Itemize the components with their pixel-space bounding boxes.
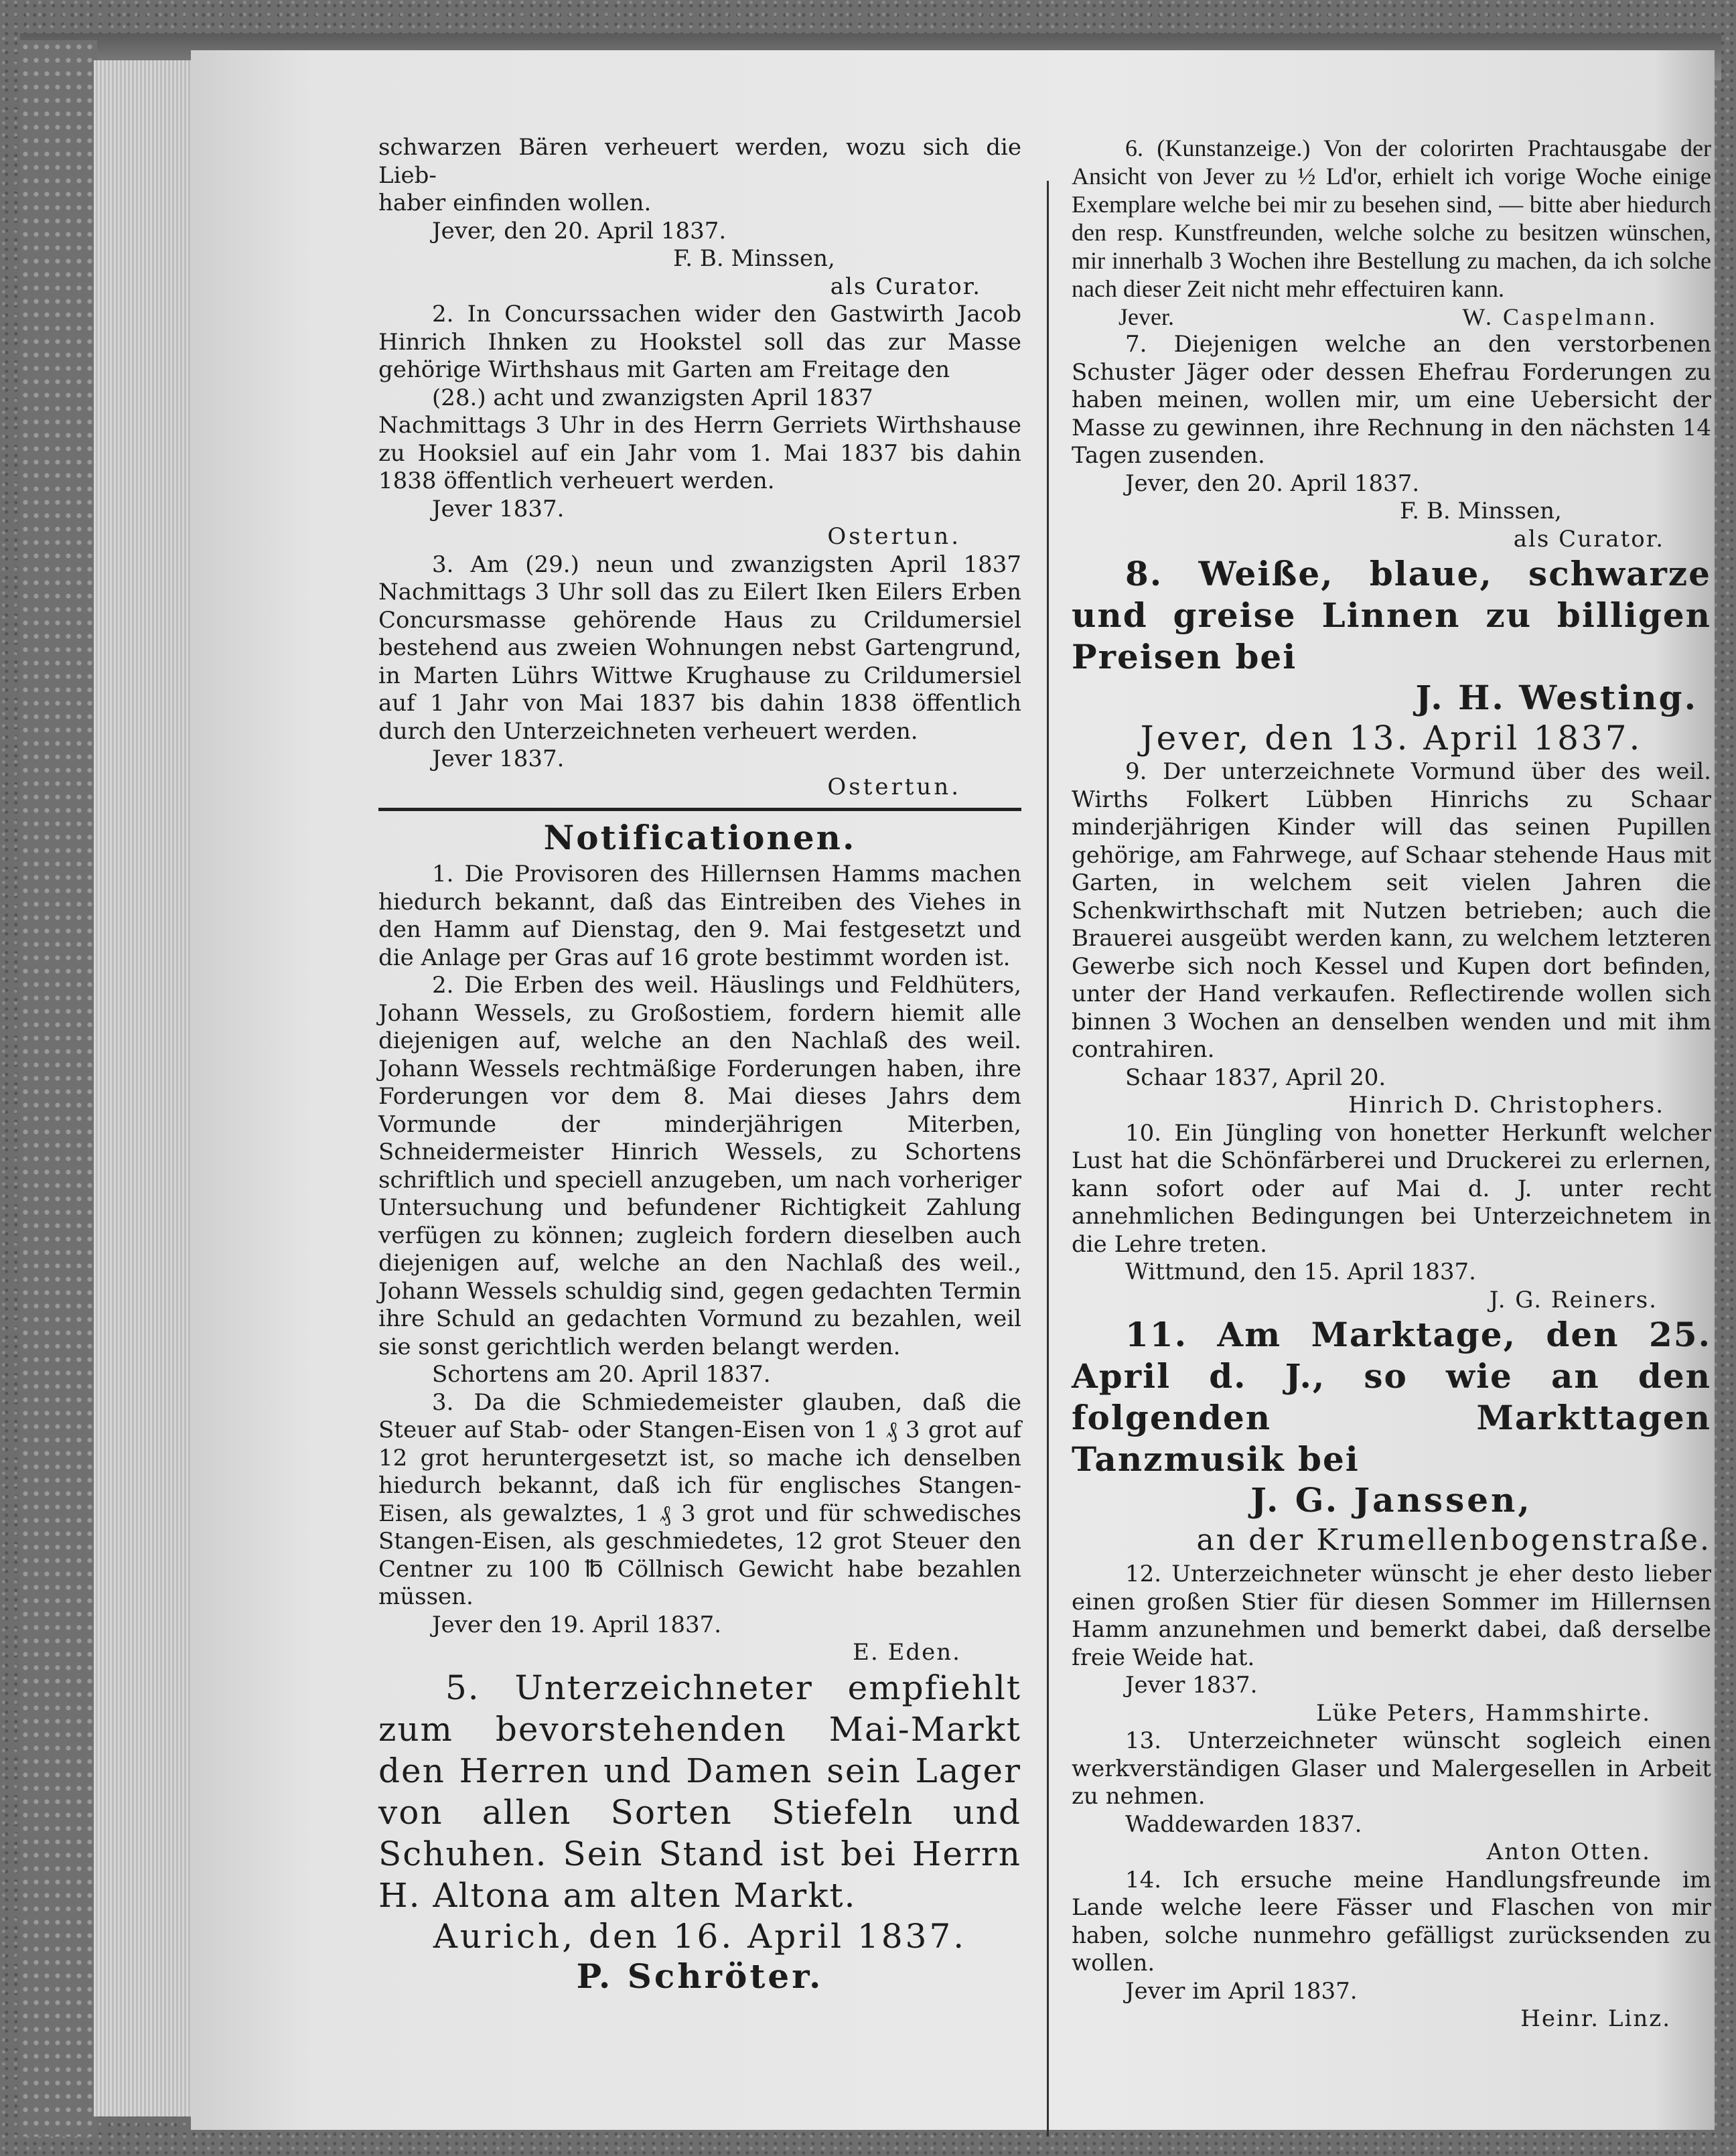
page-edges <box>94 60 194 2116</box>
signature: J. G. Reiners. <box>1489 1286 1658 1313</box>
place: Jever 1837. <box>432 745 565 772</box>
place: Jever 1837. <box>1125 1672 1258 1699</box>
notification-6 <box>1072 134 1711 331</box>
advertiser-address: an der Krumellenbogenstraße. <box>1196 1523 1711 1557</box>
section-title: Notificationen. <box>543 818 857 857</box>
notice-text: Nachmittags 3 Uhr in des Herrn Gerriets Wirthshause zu Hooksiel auf ein Jahr vom 1. Mai 1837 bis dahin 1838 öffentlich verheuert werden. <box>378 412 1021 494</box>
notice-text: 12. Unterzeichneter wünscht je eher desto lieber einen großen Stier für diesen Sommer im Hillernsen Hamm anzunehmen und bemerkt dabei, daß derselbe freie Weide hat. <box>1072 1561 1711 1671</box>
advert-text: 5. Unterzeichneter empfiehlt zum bevorstehenden Mai-Markt den Herren und Damen sein Lager von allen Sorten Stiefeln und Schuhen. Sein Stand ist bei Herrn H. Altona am alten Markt. <box>378 1668 1021 1915</box>
place-date: Jever, den 13. April 1837. <box>1140 719 1643 758</box>
place: Waddewarden 1837. <box>1125 1810 1362 1838</box>
place: Jever 1837. <box>432 495 565 522</box>
signature-role: als Curator. <box>830 273 981 300</box>
notification-12 <box>1072 1561 1711 1727</box>
place-date: Jever, den 20. April 1837. <box>432 217 727 244</box>
notification-10 <box>1072 1120 1711 1315</box>
signature: Lüke Peters, Hammshirte. <box>1315 1699 1651 1727</box>
signature: F. B. Minssen, <box>673 245 835 272</box>
signature-role: als Curator. <box>1513 525 1664 553</box>
notice-text: 10. Ein Jüngling von honetter Herkunft welcher Lust hat die Schönfärberei und Druckerei zu erlernen, kann sofort oder auf Mai d. J. unter recht annehmlichen Bedingungen bei Unterzeichnetem in die Lehre treten. <box>1072 1119 1711 1258</box>
section-divider <box>378 808 1021 811</box>
advertiser-name: J. G. Janssen, <box>1250 1480 1532 1520</box>
signature: E. Eden. <box>853 1639 961 1666</box>
notification-2 <box>378 972 1021 1389</box>
notification-3 <box>378 1389 1021 1667</box>
place-date: Jever, den 20. April 1837. <box>1125 470 1420 497</box>
notice-text: 6. (Kunstanzeige.) Von der colorirten Prachtausgabe der Ansicht von Jever zu ½ Ld'or, erhielt ich vorige Woche einige Exemplare welche bei mir zu besehen sind, — bitte aber hiedurch den resp. Kunstfreunden, welche solche zu besitzen wünschen, mir innerhalb 3 Wochen ihre Bestellung zu machen, da ich solche nach dieser Zeit nicht mehr effectuiren kann. <box>1072 135 1711 302</box>
notice-2 <box>378 301 1021 551</box>
left-column <box>378 134 1021 1997</box>
signature: P. Schröter. <box>576 1956 824 1996</box>
text-line: schwarzen Bären verheuert werden, wozu sich die Lieb- <box>378 134 1021 189</box>
signature: W. Caspelmann. <box>1462 303 1658 330</box>
signature: Hinrich D. Christophers. <box>1348 1092 1664 1119</box>
notice-text: 13. Unterzeichneter wünscht sogleich einen werkverständigen Glaser und Malergesellen in Arbeit zu nehmen. <box>1072 1727 1711 1810</box>
signature: Ostertun. <box>827 773 961 800</box>
signature: Anton Otten. <box>1486 1839 1651 1865</box>
notice-text: 2. In Concurssachen wider den Gastwirth Jacob Hinrich Ihnken zu Hookstel soll das zur Masse gehörige Wirthshaus mit Garten am Freitage den <box>378 301 1021 383</box>
advertiser-name: J. H. Westing. <box>1415 678 1698 717</box>
signature: Heinr. Linz. <box>1520 2005 1671 2032</box>
signature: Ostertun. <box>827 523 961 550</box>
place-date: Jever den 19. April 1837. <box>432 1611 722 1638</box>
place-date: Wittmund, den 15. April 1837. <box>1125 1259 1476 1285</box>
notice-text: 7. Diejenigen welche an den verstorbenen Schuster Jäger oder dessen Ehefrau Forderungen zu haben meinen, wollen mir, um eine Uebersicht der Masse zu gewinnen, ihre Rechnung in den nächsten 14 Tagen zusenden. <box>1072 331 1711 469</box>
text-line: haber einfinden wollen. <box>378 190 652 216</box>
place-date: Schortens am 20. April 1837. <box>432 1361 771 1388</box>
advert-text: 11. Am Marktage, den 25. April d. J., so wie an den folgenden Markttagen Tanzmusik bei <box>1072 1315 1711 1479</box>
place: Jever. <box>1118 303 1174 330</box>
marbled-cover-spine <box>20 40 97 2137</box>
notification-11 <box>1072 1314 1711 1561</box>
column-divider <box>1047 181 1049 2137</box>
right-column <box>1072 134 1711 2033</box>
notice-continued <box>378 134 1021 301</box>
notification-5 <box>378 1667 1021 1997</box>
notice-text: 1. Die Provisoren des Hillernsen Hamms machen hiedurch bekannt, daß das Eintreiben des Viehes in den Hamm auf Dienstag, den 9. Mai festgesetzt und die Anlage per Gras auf 16 grote bestimmt worden ist. <box>378 861 1021 971</box>
notification-14 <box>1072 1867 1711 2033</box>
notice-text: 2. Die Erben des weil. Häuslings und Feldhüters, Johann Wessels, zu Großostiem, fordern hiemit alle diejenigen auf, welche an den Nachlaß des weil. Johann Wessels rechtmäßige Forderungen haben, ihre Forderungen vor dem 8. Mai dieses Jahrs dem Vormunde der minderjährigen Miterben, Schneidermeister Hinrich Wessels, zu Schortens schriftlich und speciell anzugeben, um nach vorheriger Untersuchung und befundener Richtigkeit Zahlung verfügen zu können; zugleich fordern dieselben auch diejenigen auf, welche an den Nachlaß des weil., Johann Wessels schuldig sind, gegen gedachten Termin ihre Schuld an gedachten Vormund zu bezahlen, weil sie sonst gerichtlich werden belangt werden. <box>378 972 1021 1360</box>
notice-text: 14. Ich ersuche meine Handlungsfreunde im Lande welche leere Fässer und Flaschen von mir haben, solche nunmehro gefälligst zurücksenden zu wollen. <box>1072 1866 1711 1977</box>
signature: F. B. Minssen, <box>1400 498 1562 524</box>
notice-text: 3. Am (29.) neun und zwanzigsten April 1837 Nachmittags 3 Uhr soll das zu Eilert Iken Eilers Erben Concursmasse gehörende Haus zu Crildumersiel bestehend aus zweien Wohnungen nebst Gartengrund, in Marten Lührs Wittwe Krughause zu Crildumersiel auf 1 Jahr von Mai 1837 bis dahin 1838 öffentlich durch den Unterzeichneten verheuert werden. <box>378 551 1021 745</box>
notice-date-line: (28.) acht und zwanzigsten April 1837 <box>432 384 873 411</box>
notice-3 <box>378 551 1021 802</box>
notification-7 <box>1072 331 1711 553</box>
place-date: Jever im April 1837. <box>1125 1977 1358 2005</box>
advert-text: 8. Weiße, blaue, schwarze und greise Linnen zu billigen Preisen bei <box>1072 554 1711 676</box>
notice-text: 9. Der unterzeichnete Vormund über des weil. Wirths Folkert Lübben Hinrichs zu Schaar minderjährigen Kinder will das seinen Pupillen gehörige, am Fahrwege, auf Schaar stehende Haus mit Garten, in welchem seit vielen Jahren die Schenkwirthschaft mit Nutzen betrieben; auch die Brauerei ausgeübt werden kann, zu welchem letzteren Gewerbe sich noch Kessel und Kupen dort befinden, unter der Hand verkaufen. Reflectirende wollen sich binnen 3 Wochen an denselben wenden und mit ihm contrahiren. <box>1072 758 1711 1063</box>
place-date: Aurich, den 16. April 1837. <box>433 1916 967 1956</box>
notification-8 <box>1072 553 1711 758</box>
notification-13 <box>1072 1727 1711 1867</box>
notification-9 <box>1072 758 1711 1120</box>
notice-text: 3. Da die Schmiedemeister glauben, daß die Steuer auf Stab- oder Stangen-Eisen von 1 ₰ 3 grot auf 12 grot heruntergesetzt ist, so mache ich denselben hiedurch bekannt, daß ich für englisches Stangen-Eisen, als gewalztes, 1 ₰ 3 grot und für schwedisches Stangen-Eisen, als geschmiedetes, 12 grot Steuer den Centner zu 100 ℔ Cöllnisch Gewicht habe bezahlen müssen. <box>378 1388 1021 1610</box>
place-date: Schaar 1837, April 20. <box>1125 1064 1386 1091</box>
notification-1 <box>378 861 1021 972</box>
